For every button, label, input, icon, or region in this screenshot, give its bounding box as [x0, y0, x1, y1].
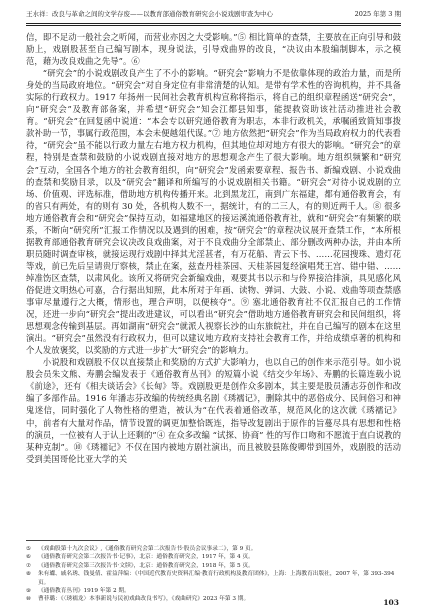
footnote-text: 《戏曲股第十九次会议》,《通俗教育研究会第二次报告书·股员会议事录二》，第 9 页。 [38, 546, 257, 552]
footnote-marker: ⑤ [26, 546, 32, 552]
header-rule-thin [26, 25, 401, 26]
header-rule [26, 23, 401, 24]
footnote [26, 587, 401, 595]
footnote-marker: ⑨ [26, 588, 32, 595]
footnote-text: 朱有瓛、戚名琇、钱曼倩、霍益萍编：《中国近代教育史资料汇编·教育行政机构及教育团体》，上海：上海教育出版社，2007 年，第 393-394 页。 [38, 571, 395, 586]
footnote-text: 《通俗教育丛刊》1919 年第 2 期。 [38, 588, 130, 595]
footnote [26, 553, 401, 561]
paragraph: 小说股和戏剧股不仅以直接禁止和奖励的方式扩大影响力，也以自己的创作来示范引导。如小说股会员朱文熊、寿鹏会编发表于《通俗教育丛刊》的短篇小说《结交少年场》、寿鹏的长篇连载小说《前途》，还有《相夫谈话会》《长甸》等。戏剧股更是创作众多剧本，其主要是股员潘志芬创作和改编了多部作品。1916 年潘志芬改编的传统经典名剧《琇襦记》，删除其中的恶俗成分、民间俗习和神鬼迷信，同时强化了人物性格的塑造，被认为“在代表着通俗改革，规范风化的这次就《琇襦记》中，前者有大量对作品，情节设置的调更加整恰既连，指导改复剧出于原作的旨蔓尽具有思想和性格的演员，一位被有人于认上还剩的”④ 在众多改编 “试探、协商” 性的写作口吻和不愿流于直白说教的某种克制”。⑩《琇襦记》不仅在国内被地方剧社演出，而且被胶县陈俊卿带到国外，戏剧股的活动受到美国哥伦比亚大学的关 [26, 357, 401, 464]
footnote-marker: ⑥ [26, 554, 32, 561]
paragraph: “研究会”的小说戏剧改良产生了不小的影响。“研究会”影响力不是依靠体现的政治力量，而是所身处的当局政府地位。“研究会”对自身定位有非常清楚的认知。是带有学术性的咨询机构，并不具备实际的行政权力。1917 年扬州一民间社会教育机构宣称将指示，将自己的组织章程函送“研究会”，向“研究会”及教育部备案，并希望“研究会”知会江都县知事，能提救资助该社活动推进社会教育。“研究会”在回复函中说道：“本会专以研究通俗教育为职志，本非行政机关，承嘱函致简知事拨款补助一节，事属行政范围，本会未便越俎代谋。”⑦ 地方依然把“研究会”作为当局政府权力的代表看待，“研究会”虽不能以行政力量左右地方权力机构，但其地位却对地方有很大的影响。“研究会”的章程，特别是查禁和鼓励的小说戏剧直接对地方的思想观念产生了很大影响。地方组织频繁和“研究会”互动，全国各个地方的社会教育组织，向“研究会”发函索要章程、报告书、新编戏剧、小说戏曲的查禁和奖励目录，以及“研究会”翻译和所编写的小说戏剧相关书籍。“研究会”对待小说戏剧的立场、价值观、评选标准，借助地方机构传播开来。北到黑龙江，南到广东福建，都有通俗教育会，有的省只有两处，有的则有 30 处，各机构人数不一，据统计，有的二三人，有的则近两千人。⑧ 很多地方通俗教育会和“研究会”保持互动，如福建地区的接运溪流通俗教育社，就和“研究会”有频繁的联系，不断向“研究所”汇报工作情况以及遇到的困难，按“研究会”的章程决议展开查禁工作，“本所根据教育部通俗教育研究会议决改良戏曲案，对于不良戏曲分全部禁止、部分删改两种办法，并由本所职员随时调查审核，就接运现行戏剧中择其尤淫甚者，有万花船、青云下书、……花园搜珠、遗灯花等戏，前已先后呈请贵厅察核，禁止在案，兹查丹桂茶园、天桂茶园复经演唱梵王宫、错中错、……绰准饬区查禁，以肃风化。该所又将研究会新编戏曲，观要其书以示和与伶界接洽排演，具见感化风俗促进文明热心可嘉，合行据出知照，此本所对于年画、读物、弹词、大鼓、小说、戏曲等项查禁感事审尽量遵行之大概，情形也，理合声明，以便核夺”。⑨ 塞北通俗教育社不仅汇报自己的工作情况，还进一步向“研究会”提出改进建议，可以看出“研究会”借助地方通俗教育研究会和民间组织，将思想观念传输到基层。再如湖南“研究会”就派人视察长沙的山东旅皖社，并在自己编写的剧本在这里演出。“研究会”虽然没有行政权力，但可以建议地方政府支持社会教育工作，并给成绩卓著的机构和个人发放褒奖，以奖励的方式进一步扩大“研究会”的影响力。 [26, 68, 401, 356]
running-header-title: 王水祥：改良与革命之间的文学存废——以教育部通俗教育研究会小说戏剧审查为中心 [26, 9, 273, 18]
article-body [26, 31, 401, 533]
footnote-marker: ⑧ [26, 571, 32, 578]
footnote-rule [26, 540, 118, 541]
footnotes [26, 545, 401, 604]
footnote [26, 595, 401, 603]
footnote-text: 《通俗教育研究会第三次报告书·文牍》，北京：通俗教育研究会，1918 年，第 5 页。 [38, 562, 254, 569]
page-number: 103 [383, 598, 399, 607]
running-header [26, 4, 401, 22]
running-header-issue: 2025 年第 3 期 [354, 9, 401, 18]
footnote-marker: ⑩ [26, 596, 32, 603]
footnote [26, 562, 401, 570]
footnote-marker: ⑦ [26, 562, 32, 569]
footnote-text: 《通俗教育研究会第二次报告书·记事》，北京：通俗教育研究会，1917 年，第 4 页。 [38, 554, 254, 561]
footnote-text: 曹菲璐：《〈琇襦龙〉本事新说与民初戏曲改良书写》，《戏曲研究》2023 年第 3 期。 [38, 596, 250, 603]
paragraph: 信，即不足动一般社会之听闻，而营业亦因之大受影响。”⑤ 相比简单的查禁，主要放在正向引导和鼓励上，戏剧股甚至自己编写剧本，现身说法，引导戏曲界的改良，“决议由本股编制脚本，示之模范，藉为改良戏曲之先导”。⑥ [26, 32, 401, 67]
footnote [26, 570, 401, 587]
footnote [26, 545, 401, 553]
